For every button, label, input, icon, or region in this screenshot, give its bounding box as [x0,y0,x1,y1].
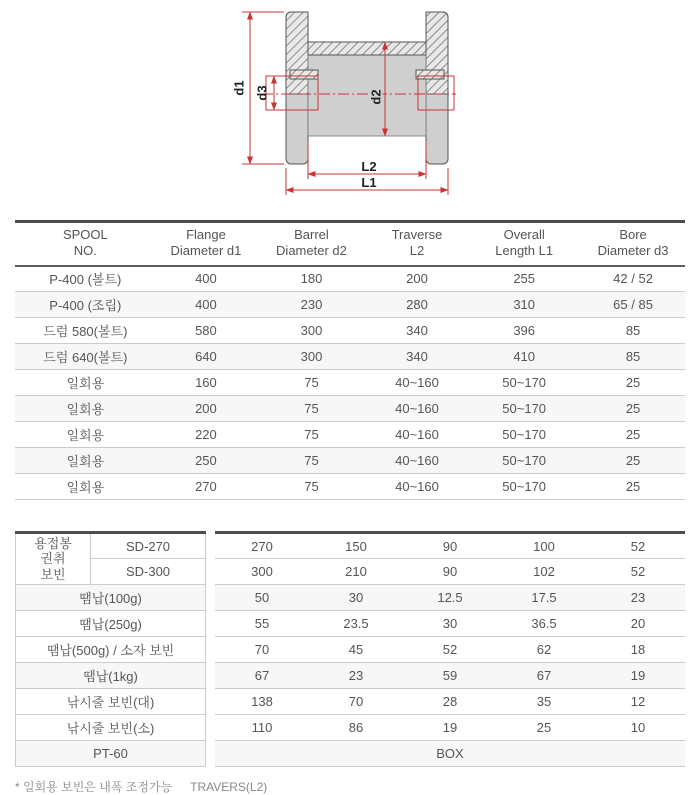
table-row [215,533,685,559]
cell: 23 [309,663,403,689]
table-row [16,663,206,689]
cell: P-400 (조립) [15,292,156,318]
cell: 40~160 [367,396,468,422]
cell: 75 [256,396,367,422]
cell: 12 [591,689,685,715]
row-label: 땜납(100g) [16,585,206,611]
cell: 50~170 [467,448,581,474]
footnote-text: * 일회용 보빈은 내폭 조정가능 [15,780,173,794]
cell: 300 [256,344,367,370]
cell: 일회용 [15,448,156,474]
cell: 35 [497,689,591,715]
barrel-wall-section [308,42,426,55]
right-hub-section [416,70,444,79]
cell: 30 [403,611,497,637]
cell: 75 [256,448,367,474]
cell: 62 [497,637,591,663]
spec-header-row [15,222,685,266]
cell: 230 [256,292,367,318]
cell: P-400 (볼트) [15,266,156,292]
cell: 220 [156,422,257,448]
cell: 40~160 [367,370,468,396]
row-label: 낚시줄 보빈(소) [16,715,206,741]
cell: 28 [403,689,497,715]
cell: 150 [309,533,403,559]
cell: 40~160 [367,422,468,448]
table-row [15,292,685,318]
cell: 200 [156,396,257,422]
cell: 102 [497,559,591,585]
cell: 75 [256,474,367,500]
cell: 70 [215,637,309,663]
box-cell: BOX [215,741,685,767]
cell: 300 [256,318,367,344]
cell: 400 [156,292,257,318]
cell: 90 [403,533,497,559]
cell: 59 [403,663,497,689]
cell: 138 [215,689,309,715]
cell: 75 [256,422,367,448]
bobbin-values-table [215,531,685,767]
d2-label: d2 [368,89,384,105]
cell: 50~170 [467,370,581,396]
cell: 65 / 85 [581,292,685,318]
table-row [16,533,206,559]
cell: 일회용 [15,422,156,448]
table-row [15,370,685,396]
col-flange-d1: Flange Diameter d1 [156,222,257,266]
cell: 25 [497,715,591,741]
cell: 340 [367,318,468,344]
cell: 280 [367,292,468,318]
col-spool-no: SPOOL NO. [15,222,156,266]
d1-label: d1 [231,80,247,96]
cell: 25 [581,370,685,396]
row-label: PT-60 [16,741,206,767]
table-row [215,637,685,663]
cell: 45 [309,637,403,663]
table-row [16,689,206,715]
cell: 400 [156,266,257,292]
cell: 52 [403,637,497,663]
row-label: 낚시줄 보빈(대) [16,689,206,715]
cell: 67 [215,663,309,689]
cell: 640 [156,344,257,370]
row-label: 땜납(1kg) [16,663,206,689]
cell: 50 [215,585,309,611]
cell: 410 [467,344,581,370]
table-row [215,611,685,637]
cell: 70 [309,689,403,715]
cell: 30 [309,585,403,611]
row-label: SD-300 [91,559,206,585]
cell: 50~170 [467,474,581,500]
cell: 50~170 [467,422,581,448]
cell: 드럼 580(볼트) [15,318,156,344]
cell: 90 [403,559,497,585]
table-row [215,741,685,767]
cell: 300 [215,559,309,585]
cell: 200 [367,266,468,292]
spool-cross-section-svg [228,2,472,208]
spool-spec-table [15,220,685,500]
spool-technical-drawing [0,0,700,206]
table-row [215,715,685,741]
cell: 36.5 [497,611,591,637]
table-row [215,663,685,689]
cell: 20 [591,611,685,637]
l1-label: L1 [361,175,377,190]
table-row [15,396,685,422]
footnote [15,778,700,795]
cell: 12.5 [403,585,497,611]
table-row [15,266,685,292]
col-traverse-l2: Traverse L2 [367,222,468,266]
col-barrel-d2: Barrel Diameter d2 [256,222,367,266]
cell: 25 [581,474,685,500]
cell: 23.5 [309,611,403,637]
left-hub-section [290,70,318,79]
cell: 일회용 [15,396,156,422]
cell: 42 / 52 [581,266,685,292]
cell: 86 [309,715,403,741]
cell: 19 [591,663,685,689]
l2-label: L2 [361,159,377,174]
cell: 75 [256,370,367,396]
table-row [16,637,206,663]
table-row [16,715,206,741]
cell: 580 [156,318,257,344]
cell: 396 [467,318,581,344]
group-label-welding-bobbin: 용접봉 권취 보빈 [16,533,91,585]
table-row [16,585,206,611]
cell: 10 [591,715,685,741]
table-row [16,741,206,767]
cell: 340 [367,344,468,370]
cell: 270 [215,533,309,559]
d3-label: d3 [254,85,270,101]
cell: 드럼 640(볼트) [15,344,156,370]
cell: 52 [591,533,685,559]
cell: 255 [467,266,581,292]
left-flange [286,12,308,164]
cell: 55 [215,611,309,637]
cell: 52 [591,559,685,585]
row-label: 땜납(250g) [16,611,206,637]
cell: 일회용 [15,370,156,396]
cell: 25 [581,448,685,474]
cell: 23 [591,585,685,611]
right-flange [426,12,448,164]
col-overall-l1: Overall Length L1 [467,222,581,266]
cell: 310 [467,292,581,318]
row-label: SD-270 [91,533,206,559]
footnote-travers-label: TRAVERS(L2) [190,780,268,794]
cell: 85 [581,344,685,370]
table-row [215,559,685,585]
cell: 100 [497,533,591,559]
cell: 67 [497,663,591,689]
cell: 25 [581,422,685,448]
table-row [215,585,685,611]
cell: 250 [156,448,257,474]
row-label: 땜납(500g) / 소자 보빈 [16,637,206,663]
cell: 25 [581,396,685,422]
cell: 40~160 [367,448,468,474]
cell: 180 [256,266,367,292]
cell: 18 [591,637,685,663]
table-row [15,474,685,500]
cell: 50~170 [467,396,581,422]
cell: 40~160 [367,474,468,500]
cell: 270 [156,474,257,500]
bobbin-table-section [15,531,700,767]
cell: 210 [309,559,403,585]
table-row [15,344,685,370]
cell: 85 [581,318,685,344]
cell: 110 [215,715,309,741]
table-row [15,318,685,344]
table-row [15,448,685,474]
barrel-body [308,55,426,136]
cell: 일회용 [15,474,156,500]
cell: 17.5 [497,585,591,611]
cell: 19 [403,715,497,741]
table-row [215,689,685,715]
bobbin-label-table [15,531,206,767]
cell: 160 [156,370,257,396]
table-row [16,611,206,637]
col-bore-d3: Bore Diameter d3 [581,222,685,266]
table-row [15,422,685,448]
